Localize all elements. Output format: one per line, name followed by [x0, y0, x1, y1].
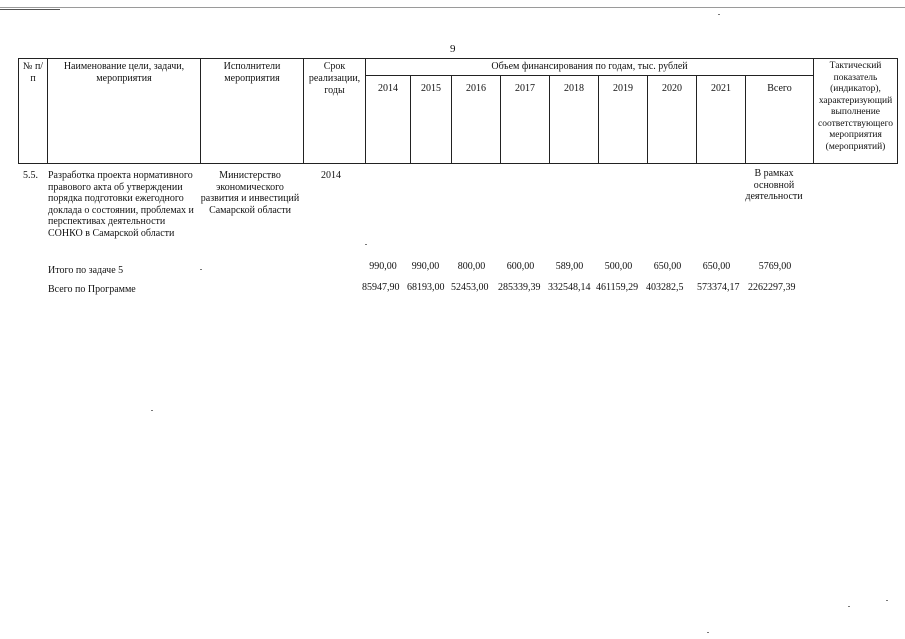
- row-5-5-executor: Министерство экономического развития и инвестиций Самарской области: [200, 170, 300, 216]
- total-program-2016: 52453,00: [451, 282, 489, 293]
- scan-speck: [886, 600, 888, 601]
- row-5-5-total: В рамках основной деятельности: [745, 168, 803, 202]
- total-program-2021: 573374,17: [697, 282, 740, 293]
- row-5-5-num: 5.5.: [23, 170, 38, 181]
- total-task-2015: 990,00: [411, 261, 440, 272]
- total-task-total: 5769,00: [758, 261, 792, 272]
- page-number: 9: [450, 43, 456, 55]
- scan-speck: [848, 606, 850, 607]
- total-task-2014: 990,00: [369, 261, 397, 272]
- total-task-label: Итого по задаче 5: [48, 265, 124, 276]
- header-name: Наименование цели, задачи, мероприятия: [48, 59, 201, 164]
- header-year-total: Всего: [746, 76, 814, 164]
- scan-speck: [365, 244, 367, 245]
- scan-speck: [718, 14, 720, 15]
- header-year-2015: 2015: [411, 76, 452, 164]
- total-program-2020: 403282,5: [646, 282, 684, 293]
- top-border-mark: [0, 9, 60, 10]
- header-year-2021: 2021: [697, 76, 746, 164]
- total-program-total: 2262297,39: [748, 282, 796, 293]
- scan-speck: [707, 632, 709, 633]
- scan-speck: [200, 269, 202, 270]
- header-year-2017: 2017: [501, 76, 550, 164]
- total-task-2017: 600,00: [506, 261, 535, 272]
- total-program-2014: 85947,90: [362, 282, 400, 293]
- scan-speck: [151, 410, 153, 411]
- total-program-2017: 285339,39: [498, 282, 541, 293]
- total-program-2019: 461159,29: [596, 282, 639, 293]
- header-indicator: Тактический показатель (индикатор), характеризующий выполнение соответствующего мероприятия (мероприятий): [814, 59, 898, 164]
- header-year-2018: 2018: [550, 76, 599, 164]
- header-year-2019: 2019: [599, 76, 648, 164]
- header-term: Срок реализации, годы: [304, 59, 366, 164]
- header-executors: Исполнители мероприятия: [201, 59, 304, 164]
- total-task-2019: 500,00: [604, 261, 633, 272]
- header-year-2014: 2014: [366, 76, 411, 164]
- total-program-2015: 68193,00: [407, 282, 445, 293]
- total-task-2021: 650,00: [702, 261, 731, 272]
- header-year-2020: 2020: [648, 76, 697, 164]
- header-funding: Объем финансирования по годам, тыс. рублей: [366, 59, 814, 76]
- total-task-2018: 589,00: [555, 261, 584, 272]
- top-border-line: [0, 7, 905, 8]
- total-task-2020: 650,00: [653, 261, 682, 272]
- total-task-2016: 800,00: [457, 261, 486, 272]
- row-5-5-term: 2014: [321, 170, 341, 181]
- total-program-2018: 332548,14: [548, 282, 591, 293]
- header-table: [18, 58, 898, 164]
- header-year-2016: 2016: [452, 76, 501, 164]
- header-num: № п/п: [19, 59, 48, 164]
- row-5-5-name: Разработка проекта нормативного правового акта об утверждении порядка подготовки ежегодного доклада о состоянии, проблемах и перспективах деятельности СОНКО в Самарской области: [48, 170, 194, 239]
- total-program-label: Всего по Программе: [48, 284, 136, 295]
